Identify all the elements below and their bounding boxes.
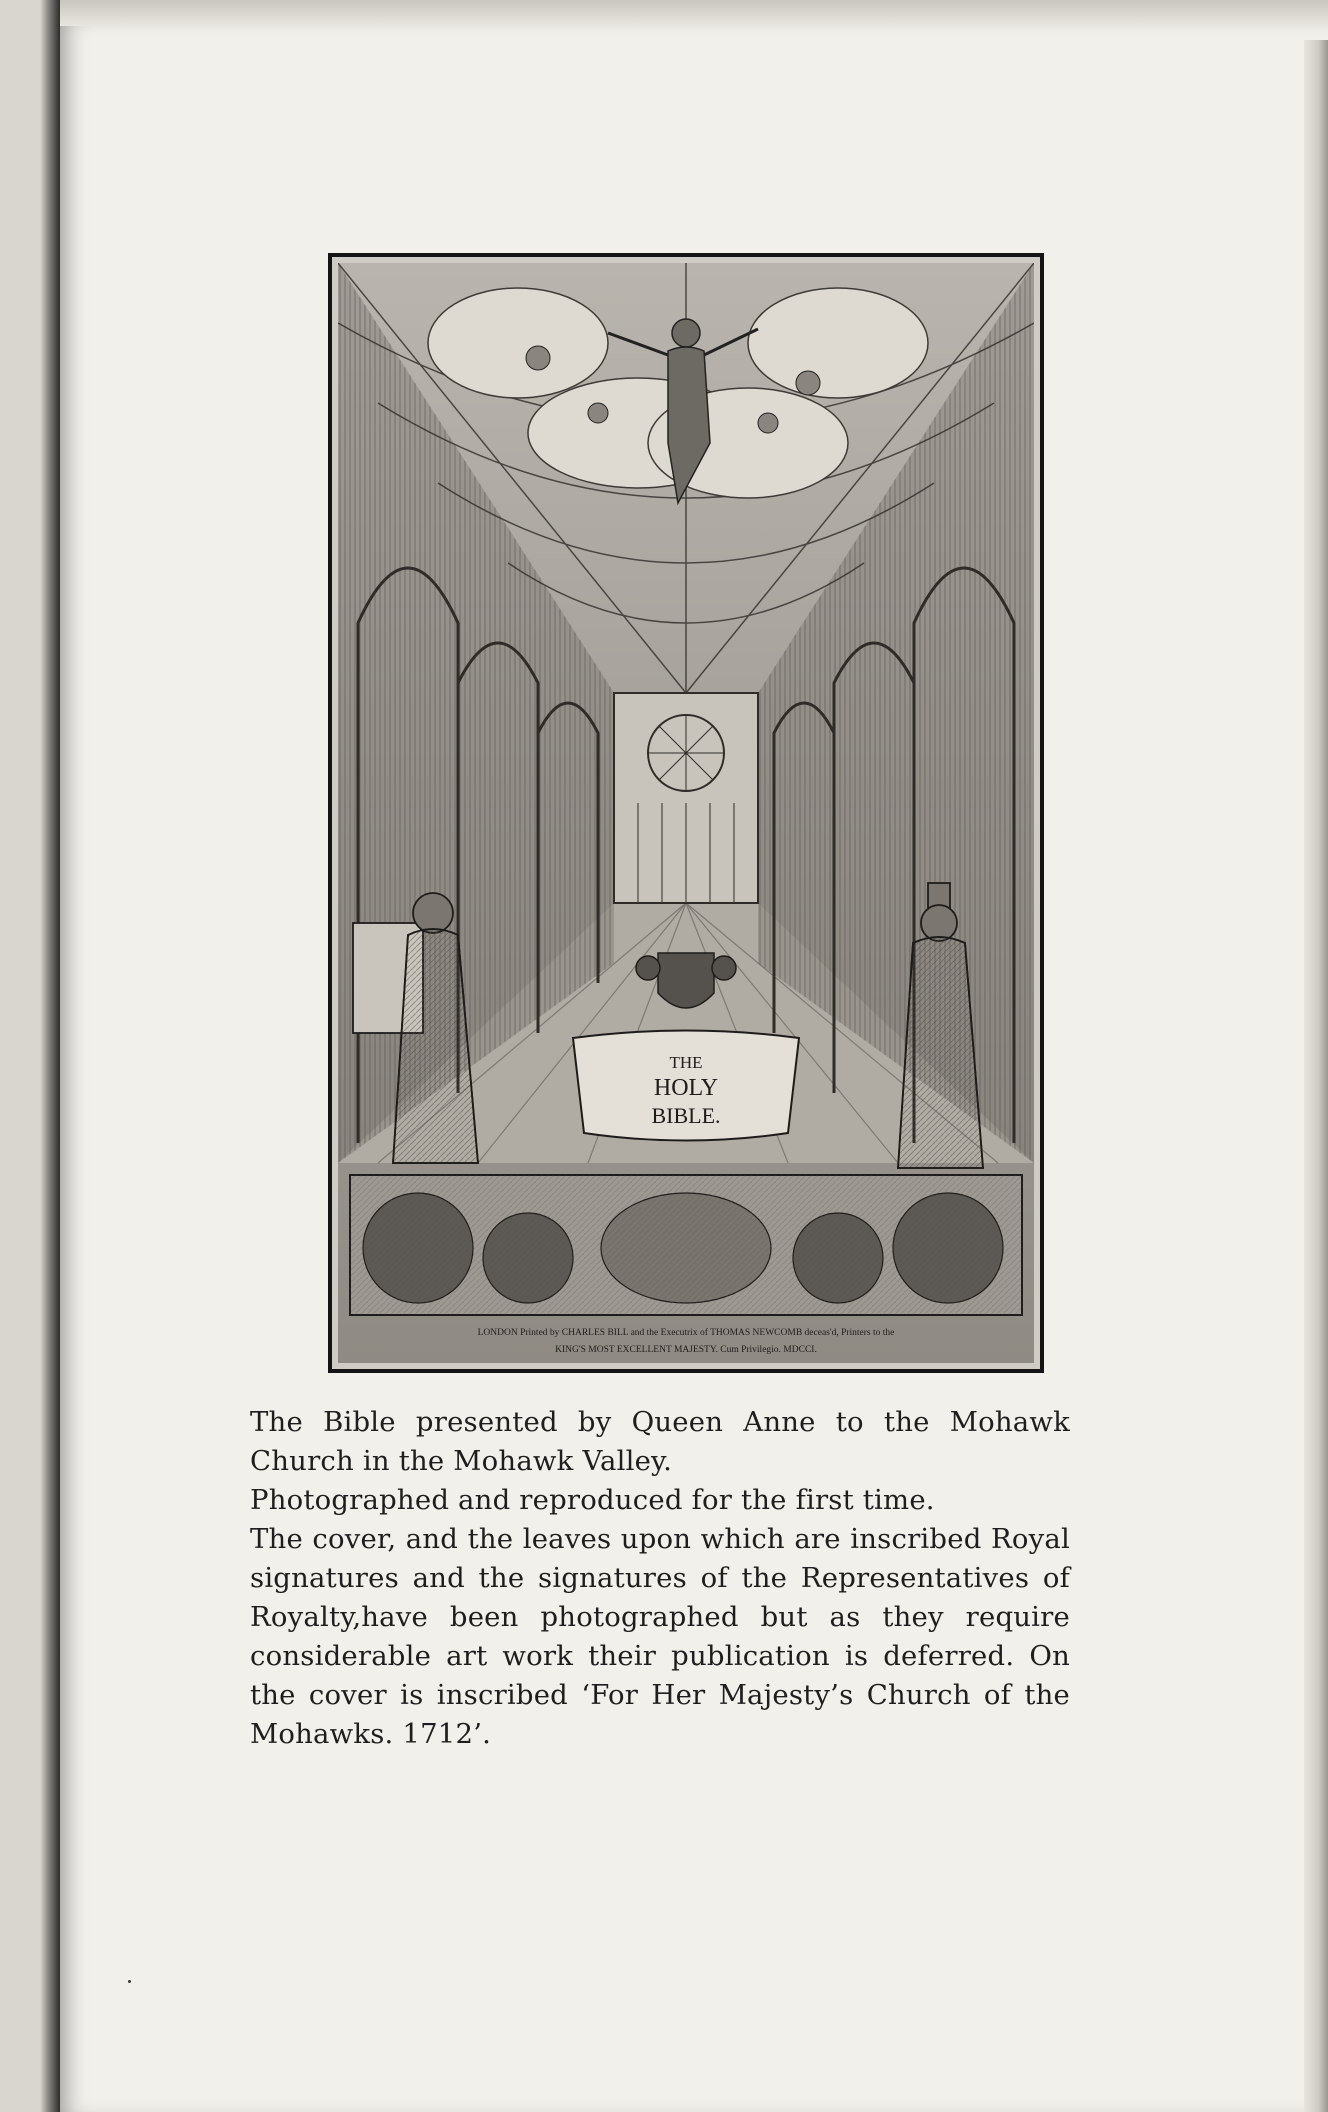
left-page-edge (0, 0, 60, 2112)
frontispiece-photo (328, 253, 1044, 1373)
caption-paragraph-3: The cover, and the leaves upon which are inscribed Royal signatures and the signatures of the Representatives of Royalty,have been photographed but as they require considerable art work their publication is deferred. On the cover is inscribed ‘For Her Majesty’s Church of the Mohawks. 1712’. (250, 1523, 1070, 1750)
imprint-line-1: LONDON Printed by CHARLES BILL and the Executrix of THOMAS NEWCOMB deceas'd, Printers to the (477, 1328, 895, 1338)
engraving-illustration (338, 263, 1034, 1363)
page-speck (128, 1980, 131, 1983)
top-page-edge (0, 0, 1328, 26)
title-plate (573, 1031, 799, 1141)
figure-caption (250, 1403, 1070, 1754)
plate-line-3: BIBLE. (651, 1103, 721, 1128)
right-page-edge (1304, 40, 1328, 2112)
plate-line-2: HOLY (653, 1075, 719, 1101)
caption-paragraph-2: Photographed and reproduced for the first time. (250, 1484, 935, 1516)
plate-line-1: THE (669, 1053, 703, 1072)
imprint-line-2: KING'S MOST EXCELLENT MAJESTY. Cum Privilegio. MDCCI. (555, 1345, 817, 1355)
caption-paragraph-1: The Bible presented by Queen Anne to the Mohawk Church in the Mohawk Valley. (250, 1406, 1070, 1477)
